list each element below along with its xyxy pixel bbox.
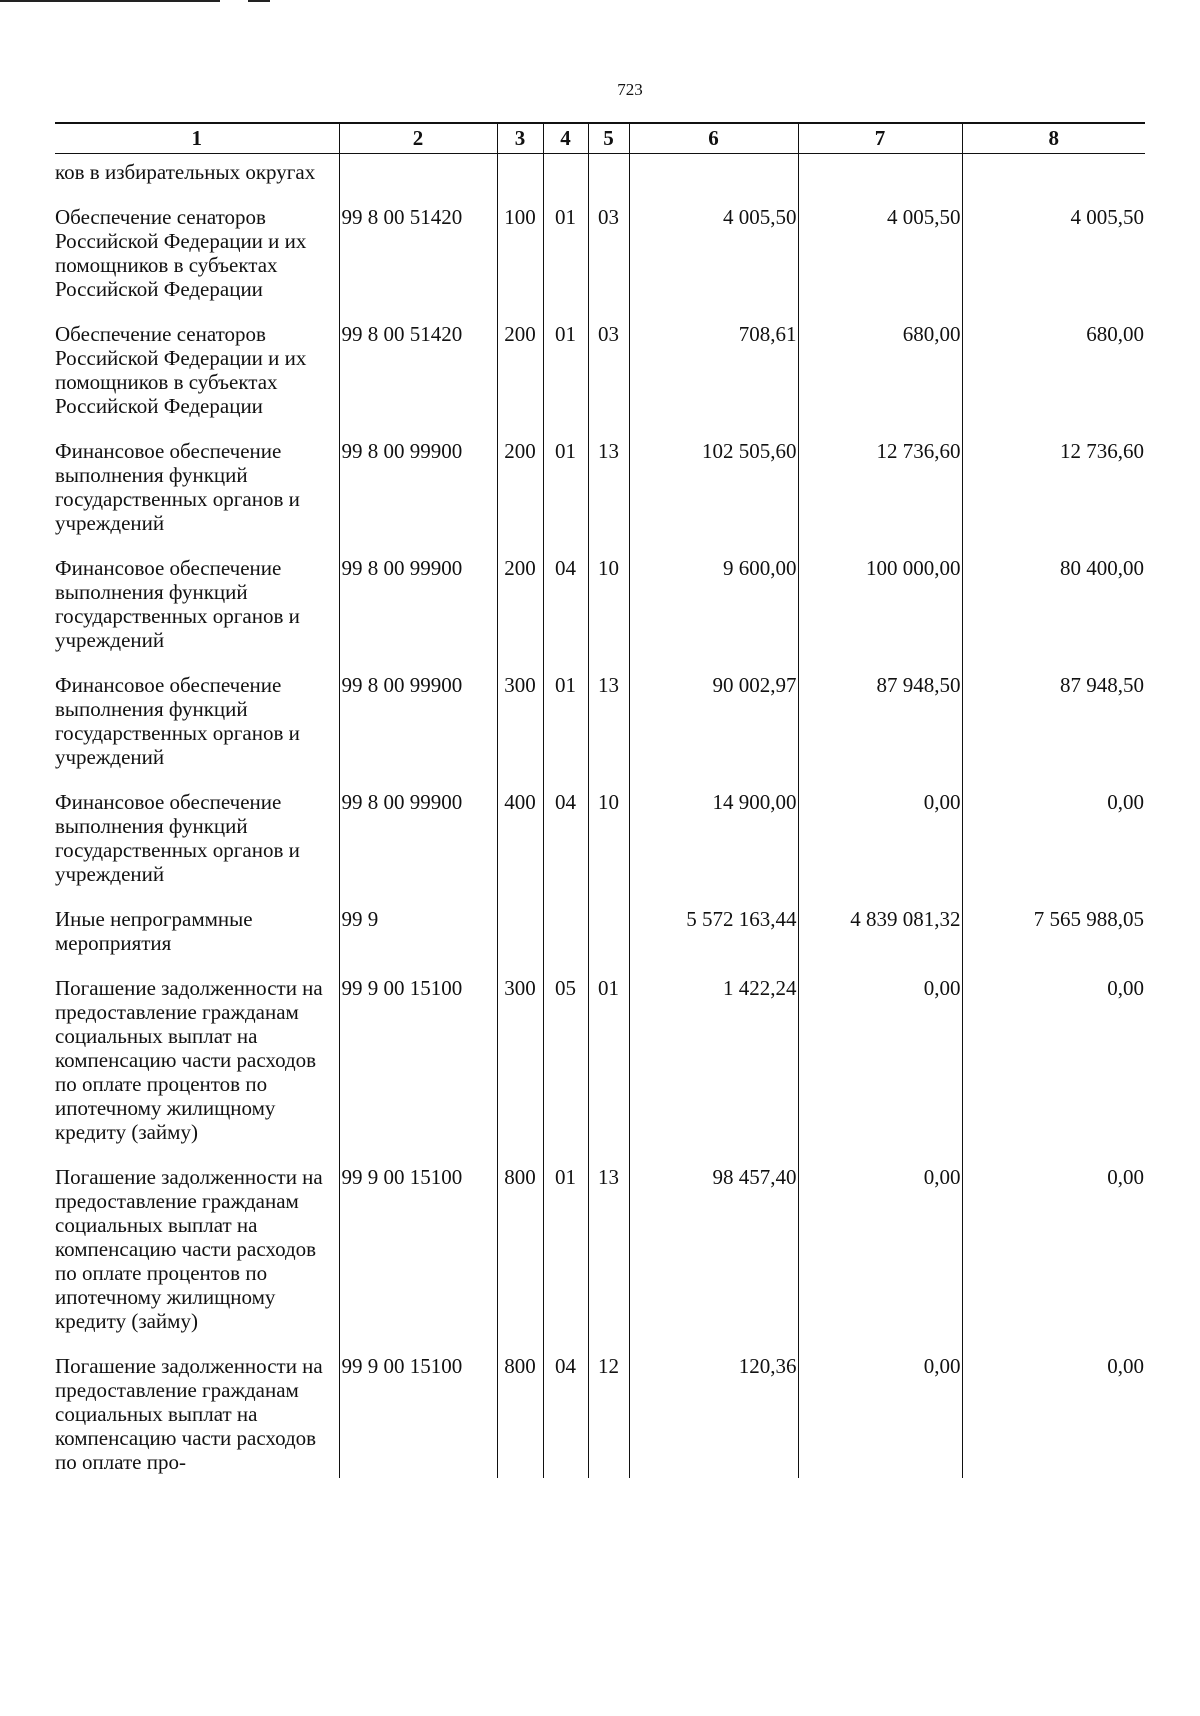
row-col3: 200: [497, 439, 543, 556]
row-value-7: 4 005,50: [798, 205, 962, 322]
table-row: [55, 1354, 1145, 1478]
table-row: [55, 790, 1145, 907]
row-value-8: 680,00: [962, 322, 1145, 439]
header-col-6: 6: [629, 123, 798, 154]
row-code: 99 9 00 15100: [339, 976, 497, 1165]
row-value-6: 4 005,50: [629, 205, 798, 322]
row-value-7: 0,00: [798, 790, 962, 907]
row-code: 99 8 00 99900: [339, 556, 497, 673]
header-col-1: 1: [55, 123, 339, 154]
row-col4: 05: [543, 976, 588, 1165]
row-col4: [543, 154, 588, 206]
row-col4: 04: [543, 790, 588, 907]
row-name: Погашение задолженности на предоставление гражданам социальных выплат на компенсацию части расходов по оплате процентов по ипотечному жилищному кредиту (займу): [55, 1165, 323, 1333]
row-value-8: [962, 154, 1145, 206]
table-row: [55, 322, 1145, 439]
row-col3: [497, 154, 543, 206]
row-code: 99 8 00 99900: [339, 673, 497, 790]
row-name: Финансовое обеспечение выполнения функций государственных органов и учреждений: [55, 439, 300, 535]
row-col5: [588, 154, 629, 206]
row-col4: 04: [543, 1354, 588, 1478]
row-name: Обеспечение сенаторов Российской Федерации и их помощников в субъектах Российской Федерации: [55, 205, 307, 301]
header-col-7: 7: [798, 123, 962, 154]
row-col5: 10: [588, 556, 629, 673]
row-col5: 13: [588, 1165, 629, 1354]
row-col4: 04: [543, 556, 588, 673]
row-col5: [588, 907, 629, 976]
row-col5: 13: [588, 439, 629, 556]
row-value-8: 87 948,50: [962, 673, 1145, 790]
row-code: 99 8 00 99900: [339, 439, 497, 556]
row-name: ков в избирательных округах: [55, 160, 316, 184]
row-col3: 800: [497, 1354, 543, 1478]
row-name: Финансовое обеспечение выполнения функций государственных органов и учреждений: [55, 673, 300, 769]
row-col5: 12: [588, 1354, 629, 1478]
row-value-8: 7 565 988,05: [962, 907, 1145, 976]
table-row: [55, 1165, 1145, 1354]
header-col-3: 3: [497, 123, 543, 154]
table-row: [55, 976, 1145, 1165]
row-name: Погашение задолженности на предоставление гражданам социальных выплат на компенсацию части расходов по оплате про-: [55, 1354, 323, 1474]
row-value-7: 100 000,00: [798, 556, 962, 673]
row-value-6: 5 572 163,44: [629, 907, 798, 976]
budget-table: [55, 122, 1145, 1478]
row-name: Иные непрограммные мероприятия: [55, 907, 253, 955]
row-col5: 13: [588, 673, 629, 790]
row-name: Финансовое обеспечение выполнения функций государственных органов и учреждений: [55, 790, 300, 886]
row-value-8: 0,00: [962, 1165, 1145, 1354]
header-col-8: 8: [962, 123, 1145, 154]
row-col4: 01: [543, 322, 588, 439]
row-value-8: 80 400,00: [962, 556, 1145, 673]
row-col4: 01: [543, 1165, 588, 1354]
row-value-8: 4 005,50: [962, 205, 1145, 322]
row-value-7: 0,00: [798, 1354, 962, 1478]
row-value-8: 0,00: [962, 1354, 1145, 1478]
row-code: 99 9: [339, 907, 497, 976]
row-value-6: 14 900,00: [629, 790, 798, 907]
row-value-7: 680,00: [798, 322, 962, 439]
table-row: [55, 673, 1145, 790]
row-value-6: 1 422,24: [629, 976, 798, 1165]
row-col3: 800: [497, 1165, 543, 1354]
row-value-7: 12 736,60: [798, 439, 962, 556]
row-col3: 200: [497, 322, 543, 439]
row-name: Обеспечение сенаторов Российской Федерации и их помощников в субъектах Российской Федерации: [55, 322, 307, 418]
row-col4: 01: [543, 673, 588, 790]
row-code: 99 9 00 15100: [339, 1354, 497, 1478]
row-code: 99 8 00 51420: [339, 205, 497, 322]
row-value-7: 0,00: [798, 1165, 962, 1354]
row-value-7: [798, 154, 962, 206]
row-value-7: 4 839 081,32: [798, 907, 962, 976]
page-number: 723: [617, 80, 643, 99]
scan-top-rule-short: [248, 0, 270, 2]
row-value-7: 0,00: [798, 976, 962, 1165]
header-col-4: 4: [543, 123, 588, 154]
row-value-6: 708,61: [629, 322, 798, 439]
row-value-6: 9 600,00: [629, 556, 798, 673]
row-col5: 10: [588, 790, 629, 907]
row-code: 99 9 00 15100: [339, 1165, 497, 1354]
row-value-6: 120,36: [629, 1354, 798, 1478]
row-col4: 01: [543, 439, 588, 556]
table-row: [55, 205, 1145, 322]
row-col5: 03: [588, 205, 629, 322]
table-row: [55, 907, 1145, 976]
row-code: 99 8 00 99900: [339, 790, 497, 907]
row-code: [339, 154, 497, 206]
row-col5: 03: [588, 322, 629, 439]
row-col3: 300: [497, 673, 543, 790]
table-row: [55, 556, 1145, 673]
row-col3: [497, 907, 543, 976]
row-col3: 200: [497, 556, 543, 673]
row-value-8: 0,00: [962, 790, 1145, 907]
row-code: 99 8 00 51420: [339, 322, 497, 439]
scan-top-rule: [0, 0, 220, 2]
table-row: [55, 439, 1145, 556]
header-row: [55, 123, 1145, 154]
row-name: Погашение задолженности на предоставление гражданам социальных выплат на компенсацию части расходов по оплате процентов по ипотечному жилищному кредиту (займу): [55, 976, 323, 1144]
row-value-8: 12 736,60: [962, 439, 1145, 556]
row-col5: 01: [588, 976, 629, 1165]
header-col-5: 5: [588, 123, 629, 154]
row-value-6: 102 505,60: [629, 439, 798, 556]
row-col3: 300: [497, 976, 543, 1165]
header-col-2: 2: [339, 123, 497, 154]
row-value-8: 0,00: [962, 976, 1145, 1165]
table-row: [55, 154, 1145, 206]
row-value-6: 98 457,40: [629, 1165, 798, 1354]
row-name: Финансовое обеспечение выполнения функций государственных органов и учреждений: [55, 556, 300, 652]
row-value-6: [629, 154, 798, 206]
row-col3: 400: [497, 790, 543, 907]
row-value-6: 90 002,97: [629, 673, 798, 790]
row-col4: [543, 907, 588, 976]
row-col4: 01: [543, 205, 588, 322]
row-col3: 100: [497, 205, 543, 322]
row-value-7: 87 948,50: [798, 673, 962, 790]
